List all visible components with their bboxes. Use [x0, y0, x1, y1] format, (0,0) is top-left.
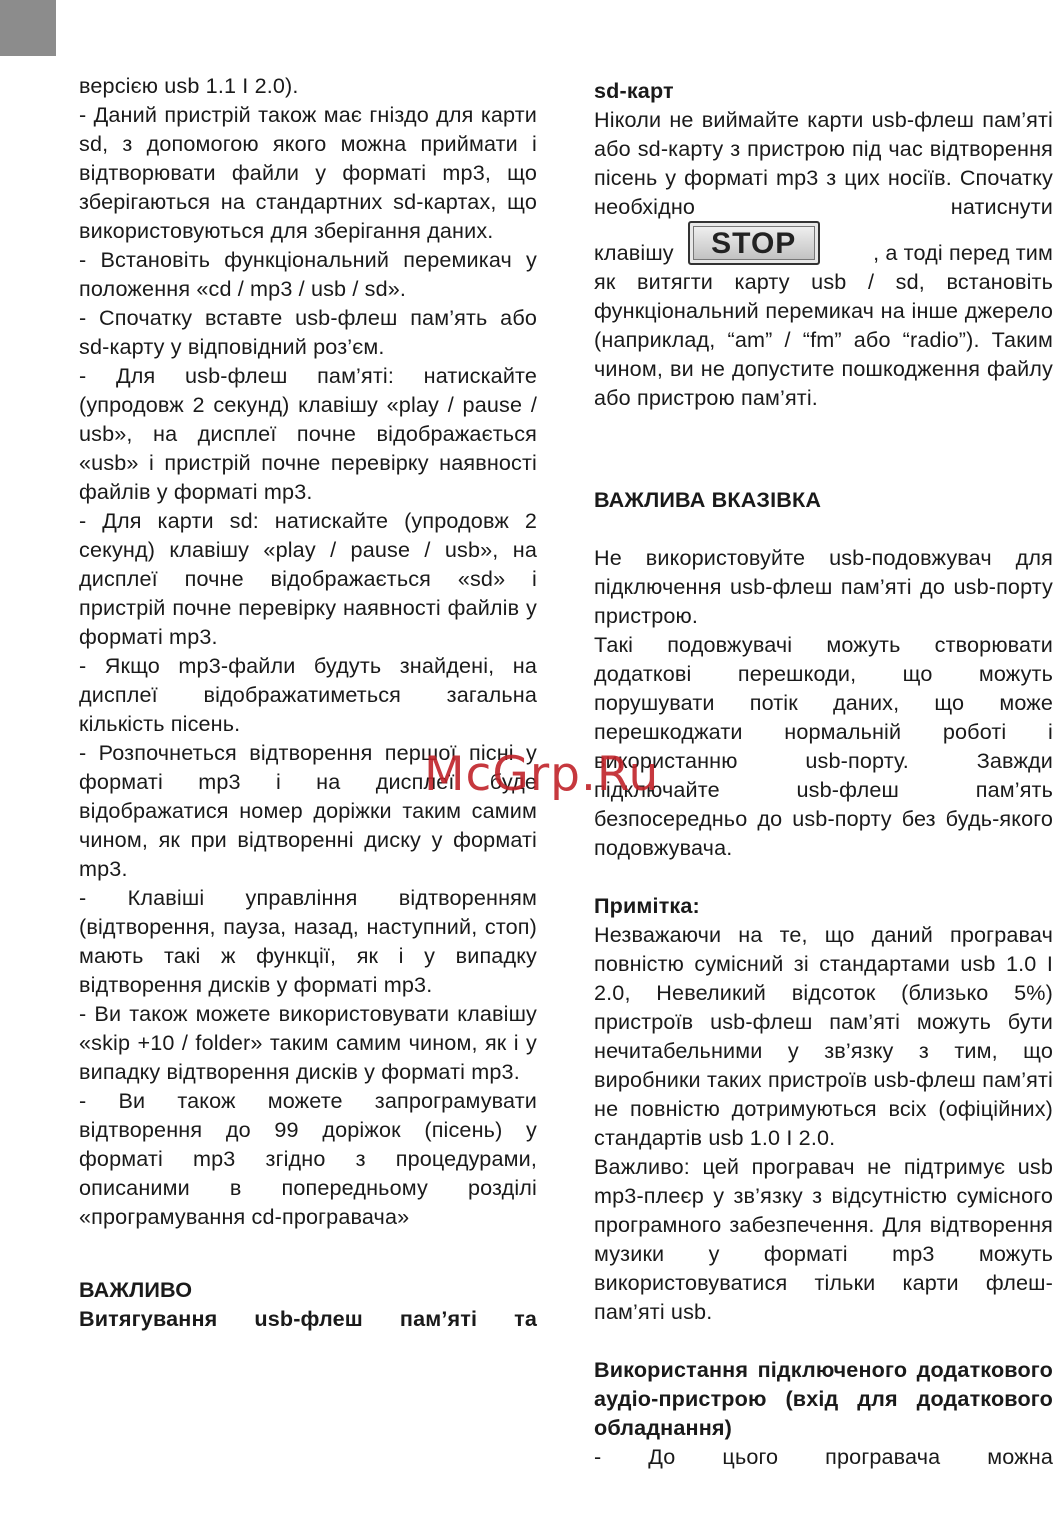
left-paragraph-files-found: - Якщо mp3-файли будуть знайдені, на дисплеї відображатиметься загальна кількість пісень. [79, 653, 537, 736]
right-paragraph-never-remove: Ніколи не виймайте карти usb-флеш пам’яті або sd-карту з пристрою під час відтворення пісень у форматі mp3 з цих носіїв. Спочатку необхідно натиснути [594, 107, 1053, 219]
right-paragraph-no-extension: Не використовуйте usb-подовжувач для підключення usb-флеш пам’яті до usb-порту пристрою. [594, 545, 1053, 628]
left-paragraph-switch: - Встановіть функціональний перемикач у положення «cd / mp3 / usb / sd». [79, 247, 537, 301]
right-paragraph-mp3-player: Важливо: цей програвач не підтримує usb mp3-плеєр у зв’язку з відсутністю сумісного програмного забезпечення. Для відтворення музики у форматі mp3 можуть використовуватися тільки карти флеш-пам’яті usb. [594, 1154, 1053, 1324]
left-paragraph-sd-card: - Для карти sd: натискайте (упродовж 2 секунд) клавішу «play / pause / usb», на дисплеї почне відображається «sd» і пристрій почне перевірку наявності файлів у форматі mp3. [79, 508, 537, 649]
heading-aux-input: Використання підключеного додаткового аудіо-пристрою (вхід для додаткового обладнання) [594, 1357, 1053, 1440]
heading-important: ВАЖЛИВО [79, 1277, 193, 1302]
right-paragraph-switch-source: як витягти карту usb / sd, встановіть функціональний перемикач на інше джерело (наприклад, “am” / “fm” або “radio”). Таким чином, ви не допустите пошкодження файлу або пристрою пам’яті. [594, 269, 1053, 410]
left-paragraph-usb: - Для usb-флеш пам’яті: натискайте (упродовж 2 секунд) клавішу «play / pause / usb», на дисплеї почне відображається «usb» і пристрій почне перевірку наявності файлів у форматі mp3. [79, 363, 537, 504]
left-paragraph-program: - Ви також можете запрограмувати відтворення до 99 доріжок (пісень) у форматі mp3 згідно з процедурами, описаними в попередньому розділі «програмування cd-програвача» [79, 1088, 537, 1229]
right-paragraph-aux: - До цього програвача можна [594, 1444, 1053, 1469]
heading-note: Примітка: [594, 893, 700, 918]
left-paragraph-playback-start: - Розпочнеться відтворення першої пісні у форматі mp3 і на дисплеї буде відображатися номер доріжки таким самим чином, як при відтворенні диску у форматі mp3. [79, 740, 537, 881]
stop-key-suffix: , а тоді перед тим [873, 240, 1053, 265]
left-paragraph-skip: - Ви також можете використовувати клавішу «skip +10 / folder» таким самим чином, як і у випадку відтворення дисків у форматі mp3. [79, 1001, 537, 1084]
stop-key-icon: STOP [688, 221, 820, 265]
left-column [79, 71, 537, 1333]
watermark-logo: McGrp.Ru [424, 747, 660, 802]
heading-important-note: ВАЖЛИВА ВКАЗІВКА [594, 487, 822, 512]
page-corner-tab [0, 0, 56, 56]
stop-key-line [594, 221, 1053, 267]
right-column [594, 76, 1053, 1471]
heading-removal: Витягування usb-флеш пам’яті та [79, 1306, 537, 1331]
stop-key-prefix: клавішу [594, 240, 674, 265]
left-paragraph-controls: - Клавіші управління відтворенням (відтворення, пауза, назад, наступний, стоп) мають такі ж функції, як і у випадку відтворення дисків у форматі mp3. [79, 885, 537, 997]
heading-removal-continued: sd-карт [594, 78, 674, 103]
right-paragraph-interference: Такі подовжувачі можуть створювати додаткові перешкоди, що можуть порушувати потік даних, що може перешкоджати нормальній роботі і використанню usb-порту. Завжди підключайте usb-флеш пам’ять безпосередньо до usb-порту без будь-якого подовжувача. [594, 632, 1053, 860]
left-paragraph-1: версією usb 1.1 І 2.0). [79, 73, 299, 98]
left-paragraph-insert: - Спочатку вставте usb-флеш пам’ять або sd-карту у відповідний роз’єм. [79, 305, 537, 359]
right-paragraph-compatibility: Незважаючи на те, що даний програвач повністю сумісний зі стандартами usb 1.0 І 2.0, Невеликий відсоток (близько 5%) пристроїв usb-флеш пам’яті можуть бути нечитабельними у зв’язку з тим, що виробники таких пристроїв usb-флеш пам’яті не повністю дотримуються всіх (офіційних) стандартів usb 1.0 І 2.0. [594, 922, 1053, 1150]
left-paragraph-sd-slot: - Даний пристрій також має гніздо для карти sd, з допомогою якого можна приймати і відтворювати файли у форматі mp3, що зберігаються на стандартних sd-картах, що використовуються для зберігання даних. [79, 102, 537, 243]
